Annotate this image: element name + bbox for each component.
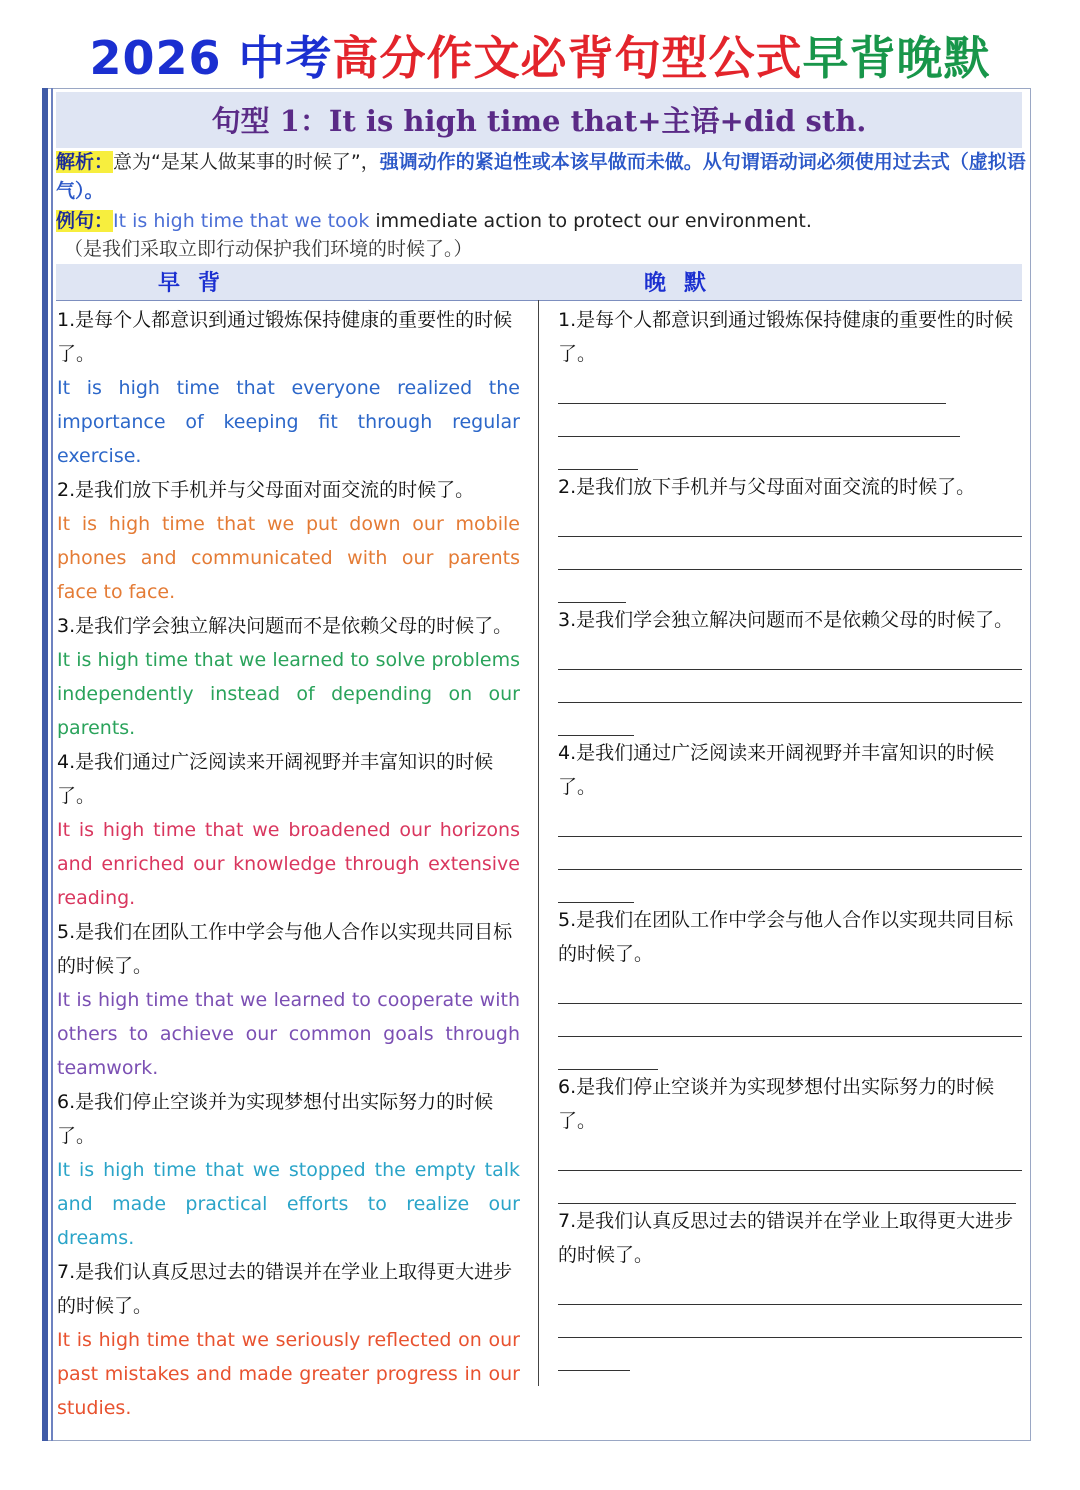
item-chinese: 4.是我们通过广泛阅读来开阔视野并丰富知识的时候了。	[57, 751, 494, 807]
item-chinese: 7.是我们认真反思过去的错误并在学业上取得更大进步的时候了。	[57, 1261, 513, 1317]
item-english: It is high time that we seriously reflected on our past mistakes and made greater progress in our studies.	[57, 1329, 520, 1419]
item-english: It is high time that we learned to cooperate with others to achieve our common goals through teamwork.	[57, 989, 520, 1079]
answer-blank-line[interactable]	[558, 804, 1022, 837]
answer-blank-line[interactable]	[558, 1004, 1022, 1037]
answer-blank-line[interactable]	[558, 537, 1022, 570]
dictation-item	[558, 603, 1024, 736]
dictation-item	[558, 470, 1024, 603]
dictation-column	[558, 303, 1024, 1371]
memorize-item	[57, 473, 520, 609]
item-chinese: 1.是每个人都意识到通过锻炼保持健康的重要性的时候了。	[558, 309, 1014, 365]
answer-blank-line[interactable]	[558, 637, 1022, 670]
memorize-item	[57, 303, 520, 473]
column-divider	[538, 300, 539, 1386]
answer-blank-line[interactable]	[558, 404, 960, 437]
memorize-item	[57, 1255, 520, 1425]
answer-blank-line[interactable]	[558, 504, 1022, 537]
answer-blank-line[interactable]	[558, 1037, 658, 1070]
dictation-item	[558, 303, 1024, 470]
analysis-text-meaning: 意为“是某人做某事的时候了”，	[113, 151, 380, 173]
answer-blank-line[interactable]	[558, 371, 946, 404]
dictation-item	[558, 903, 1024, 1070]
answer-blank-line[interactable]	[558, 570, 626, 603]
answer-blank-line[interactable]	[558, 971, 1022, 1004]
frame-left-border	[42, 88, 48, 1441]
example-label: 例句：	[56, 210, 114, 232]
column-header-dictation: 晚默	[644, 271, 725, 296]
pattern-title: 句型 1：It is high time that+主语+did sth.	[211, 104, 867, 138]
answer-blank-line[interactable]	[558, 703, 634, 736]
title-part-year: 2026 中考	[89, 31, 333, 85]
memorize-item	[57, 915, 520, 1085]
memorize-item	[57, 609, 520, 745]
item-chinese: 6.是我们停止空谈并为实现梦想付出实际努力的时候了。	[57, 1091, 494, 1147]
column-header-memorize: 早背	[158, 271, 239, 296]
memorize-item	[57, 1085, 520, 1255]
title-part-method: 早背晚默	[802, 31, 991, 85]
item-english: It is high time that we learned to solve problems independently instead of depending on our parents.	[57, 649, 520, 739]
item-chinese: 7.是我们认真反思过去的错误并在学业上取得更大进步的时候了。	[558, 1210, 1014, 1266]
item-chinese: 4.是我们通过广泛阅读来开阔视野并丰富知识的时候了。	[558, 742, 995, 798]
item-chinese: 3.是我们学会独立解决问题而不是依赖父母的时候了。	[558, 609, 1014, 631]
memorize-column	[57, 303, 520, 1425]
dictation-item	[558, 1070, 1024, 1204]
analysis-label: 解析：	[56, 151, 114, 173]
answer-blank-line[interactable]	[558, 1138, 1022, 1171]
answer-blank-line[interactable]	[558, 670, 1022, 703]
analysis-block	[56, 148, 1026, 206]
item-english: It is high time that we stopped the empty talk and made practical efforts to realize our dreams.	[57, 1159, 520, 1249]
item-chinese: 3.是我们学会独立解决问题而不是依赖父母的时候了。	[57, 615, 513, 637]
item-chinese: 6.是我们停止空谈并为实现梦想付出实际努力的时候了。	[558, 1076, 995, 1132]
main-title	[0, 22, 1080, 88]
example-rest: immediate action to protect our environment.	[369, 210, 812, 232]
example-pattern-part: It is high time that we took	[113, 210, 370, 232]
title-part-topic: 高分作文必背句型公式	[332, 31, 803, 85]
item-english: It is high time that we broadened our horizons and enriched our knowledge through extensive reading.	[57, 819, 520, 909]
frame-left-border-inner	[51, 88, 53, 1441]
item-english: It is high time that we put down our mobile phones and communicated with our parents face to face.	[57, 513, 520, 603]
item-chinese: 2.是我们放下手机并与父母面对面交流的时候了。	[57, 479, 475, 501]
item-chinese: 5.是我们在团队工作中学会与他人合作以实现共同目标的时候了。	[57, 921, 513, 977]
answer-blank-line[interactable]	[558, 1338, 630, 1371]
answer-blank-line[interactable]	[558, 437, 638, 470]
item-chinese: 5.是我们在团队工作中学会与他人合作以实现共同目标的时候了。	[558, 909, 1014, 965]
analysis-text-emphasis: 强调动作的紧迫性或本该早做而未做。从句谓语动词必须使用过去式（虚拟语气）。	[56, 151, 1026, 202]
example-translation: （是我们采取立即行动保护我们环境的时候了。）	[64, 238, 473, 260]
item-chinese: 2.是我们放下手机并与父母面对面交流的时候了。	[558, 476, 976, 498]
dictation-item	[558, 736, 1024, 903]
memorize-item	[57, 745, 520, 915]
example-block	[56, 207, 1026, 236]
answer-blank-line[interactable]	[558, 1305, 1022, 1338]
answer-blank-line[interactable]	[558, 1171, 1016, 1204]
answer-blank-line[interactable]	[558, 837, 1022, 870]
answer-blank-line[interactable]	[558, 870, 634, 903]
item-chinese: 1.是每个人都意识到通过锻炼保持健康的重要性的时候了。	[57, 309, 513, 365]
item-english: It is high time that everyone realized the importance of keeping fit through regular exercise.	[57, 377, 520, 467]
dictation-item	[558, 1204, 1024, 1371]
answer-blank-line[interactable]	[558, 1272, 1022, 1305]
